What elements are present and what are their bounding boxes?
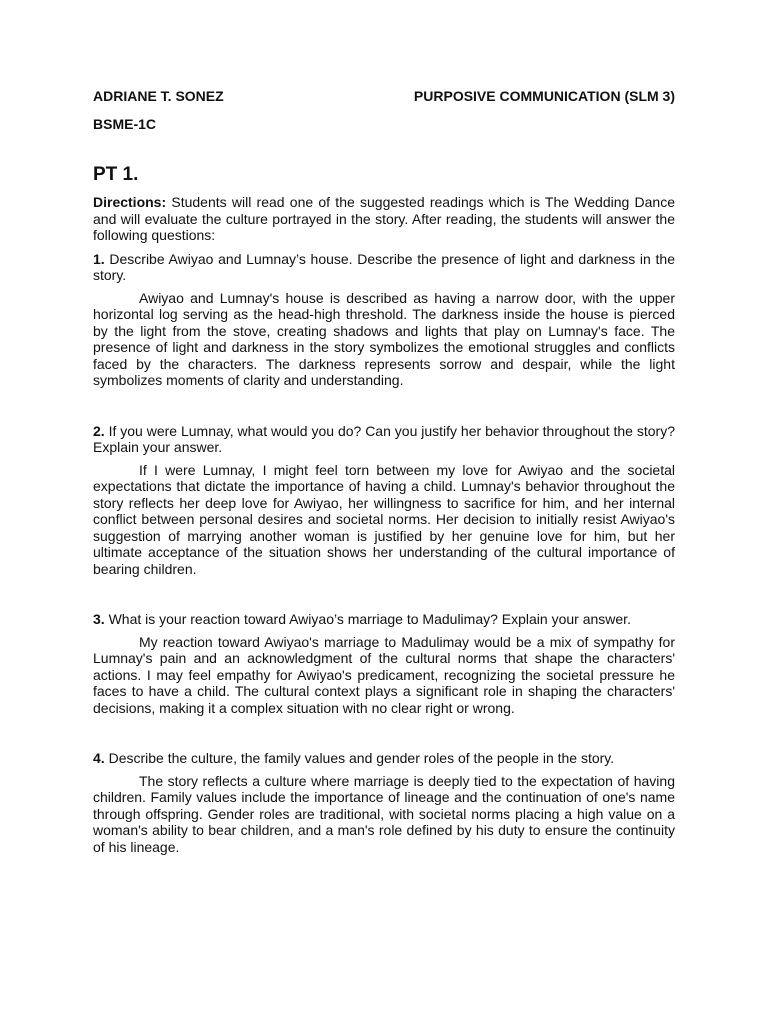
question-2 [93, 423, 675, 456]
directions-label: Directions: [93, 194, 167, 210]
page-title: PT 1. [93, 164, 139, 185]
section-label: BSME-1C [93, 116, 157, 132]
document-header [93, 86, 675, 106]
question-block-2 [93, 423, 675, 578]
question-number: 2. [93, 422, 105, 439]
question-block-3 [93, 611, 675, 716]
document-page [93, 86, 675, 855]
answer-4: The story reflects a culture where marriage is deeply tied to the expectation of having children. Family values include the importance of lineage and the continuation of one's name through offspring. Gender roles are traditional, with societal norms placing a high value on a woman's ability to bear children, and a man's role defined by his duty to ensure the continuity of his lineage. [93, 772, 675, 855]
question-text: What is your reaction toward Awiyao’s marriage to Madulimay? Explain your answer. [104, 611, 631, 627]
answer-3: My reaction toward Awiyao's marriage to Madulimay would be a mix of sympathy for Lumnay's pain and an acknowledgment of the cultural norms that shape the characters' actions. I may feel empathy for Awiyao's predicament, recognizing the societal pressure he faces to have a child. The cultural context plays a significant role in shaping the characters' decisions, making it a complex situation with no clear right or wrong. [93, 633, 675, 716]
directions-paragraph [93, 194, 675, 244]
question-number: 1. [93, 250, 105, 267]
directions-text: Students will read one of the suggested readings which is The Wedding Dance and will evaluate the culture portrayed in the story. After reading, the students will answer the following questions: [93, 194, 675, 243]
question-text: Describe Awiyao and Lumnay’s house. Describe the presence of light and darkness in the story. [93, 250, 675, 283]
question-block-1 [93, 251, 675, 389]
question-number: 4. [93, 750, 105, 766]
question-number: 3. [93, 611, 105, 627]
question-4 [93, 750, 675, 767]
student-name: ADRIANE T. SONEZ [93, 88, 224, 104]
question-1 [93, 251, 675, 284]
answer-1: Awiyao and Lumnay's house is described as having a narrow door, with the upper horizontal log serving as the head-high threshold. The darkness inside the house is pierced by the light from the stove, creating shadows and lights that play on Lumnay's face. The presence of light and darkness in the story symbolizes the emotional struggles and conflicts faced by the characters. The darkness represents sorrow and despair, while the light symbolizes moments of clarity and understanding. [93, 289, 675, 388]
question-3 [93, 611, 675, 628]
answer-2: If I were Lumnay, I might feel torn between my love for Awiyao and the societal expectations that dictate the importance of having a child. Lumnay's behavior throughout the story reflects her deep love for Awiyao, her willingness to sacrifice for him, and her internal conflict between personal desires and societal norms. Her decision to initially resist Awiyao's suggestion of marrying another woman is justified by her genuine love for him, but her ultimate acceptance of the situation shows her understanding of the cultural importance of bearing children. [93, 461, 675, 577]
question-text: If you were Lumnay, what would you do? Can you justify her behavior throughout the story? Explain your answer. [93, 422, 675, 455]
question-block-4 [93, 750, 675, 855]
question-text: Describe the culture, the family values and gender roles of the people in the story. [104, 750, 615, 766]
course-title: PURPOSIVE COMMUNICATION (SLM 3) [413, 88, 675, 104]
